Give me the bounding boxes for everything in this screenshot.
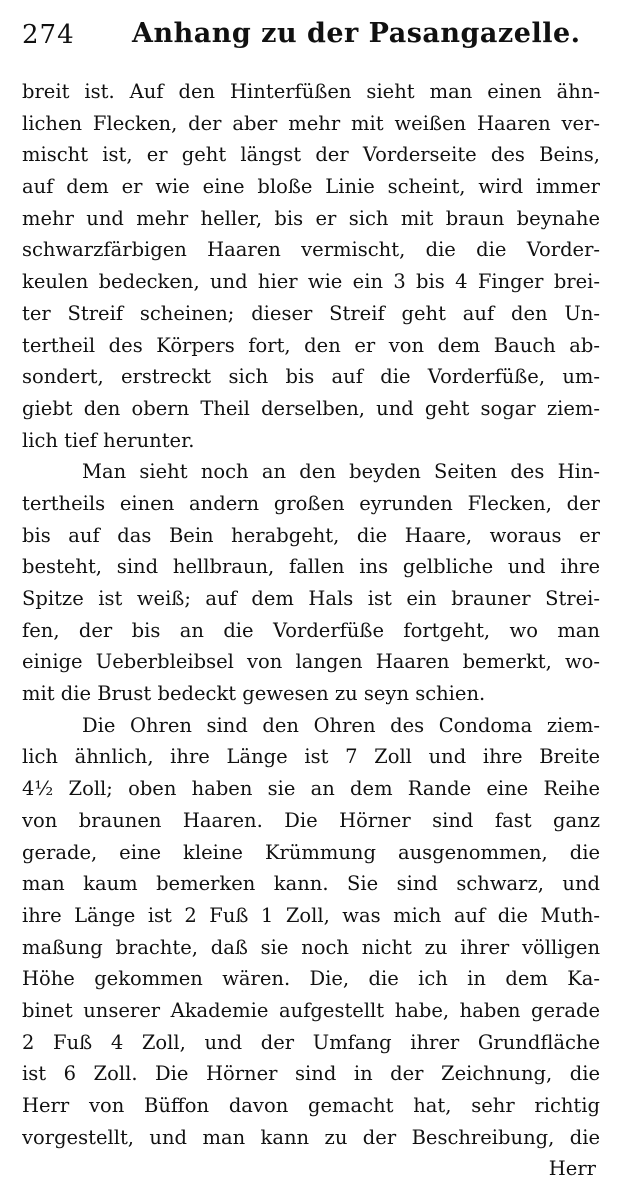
- text-line: sondert, erstreckt sich bis auf die Vorderfüße, um-: [22, 365, 600, 389]
- text-line: mit die Brust bedeckt gewesen zu seyn schien.: [22, 682, 486, 706]
- text-line: Höhe gekommen wären. Die, die ich in dem Ka-: [22, 967, 600, 991]
- text-line: gerade, eine kleine Krümmung ausgenommen, die: [22, 840, 600, 864]
- text-line: mehr und mehr heller, bis er sich mit braun beynahe: [22, 206, 600, 230]
- text-line: Die Ohren sind den Ohren des Condoma ziem-: [82, 713, 600, 737]
- text-line: binet unserer Akademie aufgestellt habe, haben gerade: [22, 998, 600, 1022]
- text-line: ist 6 Zoll. Die Hörner sind in der Zeichnung, die: [22, 1062, 600, 1086]
- text-line: maßung brachte, daß sie noch nicht zu ihrer völligen: [22, 935, 600, 959]
- text-line: mischt ist, er geht längst der Vorderseite des Beins,: [22, 143, 600, 167]
- text-line: tertheil des Körpers fort, den er von dem Bauch ab-: [22, 333, 600, 357]
- page-header: [22, 12, 600, 62]
- text-line: besteht, sind hellbraun, fallen ins gelbliche und ihre: [22, 555, 600, 579]
- text-line: fen, der bis an die Vorderfüße fortgeht, wo man: [22, 618, 600, 642]
- text-line: man kaum bemerken kann. Sie sind schwarz, und: [22, 872, 600, 896]
- text-line: giebt den obern Theil derselben, und geht sogar ziem-: [22, 396, 600, 420]
- text-line: Man sieht noch an den beyden Seiten des Hin-: [82, 460, 600, 484]
- text-line: lich tief herunter.: [22, 428, 195, 452]
- text-line: lichen Flecken, der aber mehr mit weißen Haaren ver-: [22, 111, 600, 135]
- text-line: ter Streif scheinen; dieser Streif geht auf den Un-: [22, 301, 600, 325]
- text-line: ihre Länge ist 2 Fuß 1 Zoll, was mich auf die Muth-: [22, 903, 600, 927]
- page-number: 274: [22, 20, 75, 50]
- text-line: keulen bedecken, und hier wie ein 3 bis 4 Finger brei-: [22, 270, 600, 294]
- text-line: Spitze ist weiß; auf dem Hals ist ein brauner Strei-: [22, 587, 600, 610]
- text-line: breit ist. Auf den Hinterfüßen sieht man einen ähn-: [22, 80, 600, 103]
- text-line: lich ähnlich, ihre Länge ist 7 Zoll und ihre Breite: [22, 745, 600, 769]
- text-line: einige Ueberbleibsel von langen Haaren bemerkt, wo-: [22, 650, 600, 674]
- text-line: 2 Fuß 4 Zoll, und der Umfang ihrer Grundfläche: [22, 1030, 600, 1054]
- text-line: tertheils einen andern großen eyrunden Flecken, der: [22, 491, 600, 515]
- text-line: auf dem er wie eine bloße Linie scheint, wird immer: [22, 175, 600, 199]
- text-line: von braunen Haaren. Die Hörner sind fast ganz: [22, 808, 600, 832]
- text-line: schwarzfärbigen Haaren vermischt, die die Vorder-: [22, 238, 600, 262]
- text-line: bis auf das Bein herabgeht, die Haare, woraus er: [22, 523, 600, 547]
- catchword: Herr: [548, 1157, 596, 1181]
- text-line: 4½ Zoll; oben haben sie an dem Rande eine Reihe: [22, 777, 600, 801]
- body-text: [22, 76, 600, 1185]
- text-line: Herr von Büffon davon gemacht hat, sehr richtig: [22, 1094, 600, 1117]
- running-head: Anhang zu der Pasangazelle.: [132, 18, 581, 49]
- text-line: vorgestellt, und man kann zu der Beschreibung, die: [22, 1125, 600, 1149]
